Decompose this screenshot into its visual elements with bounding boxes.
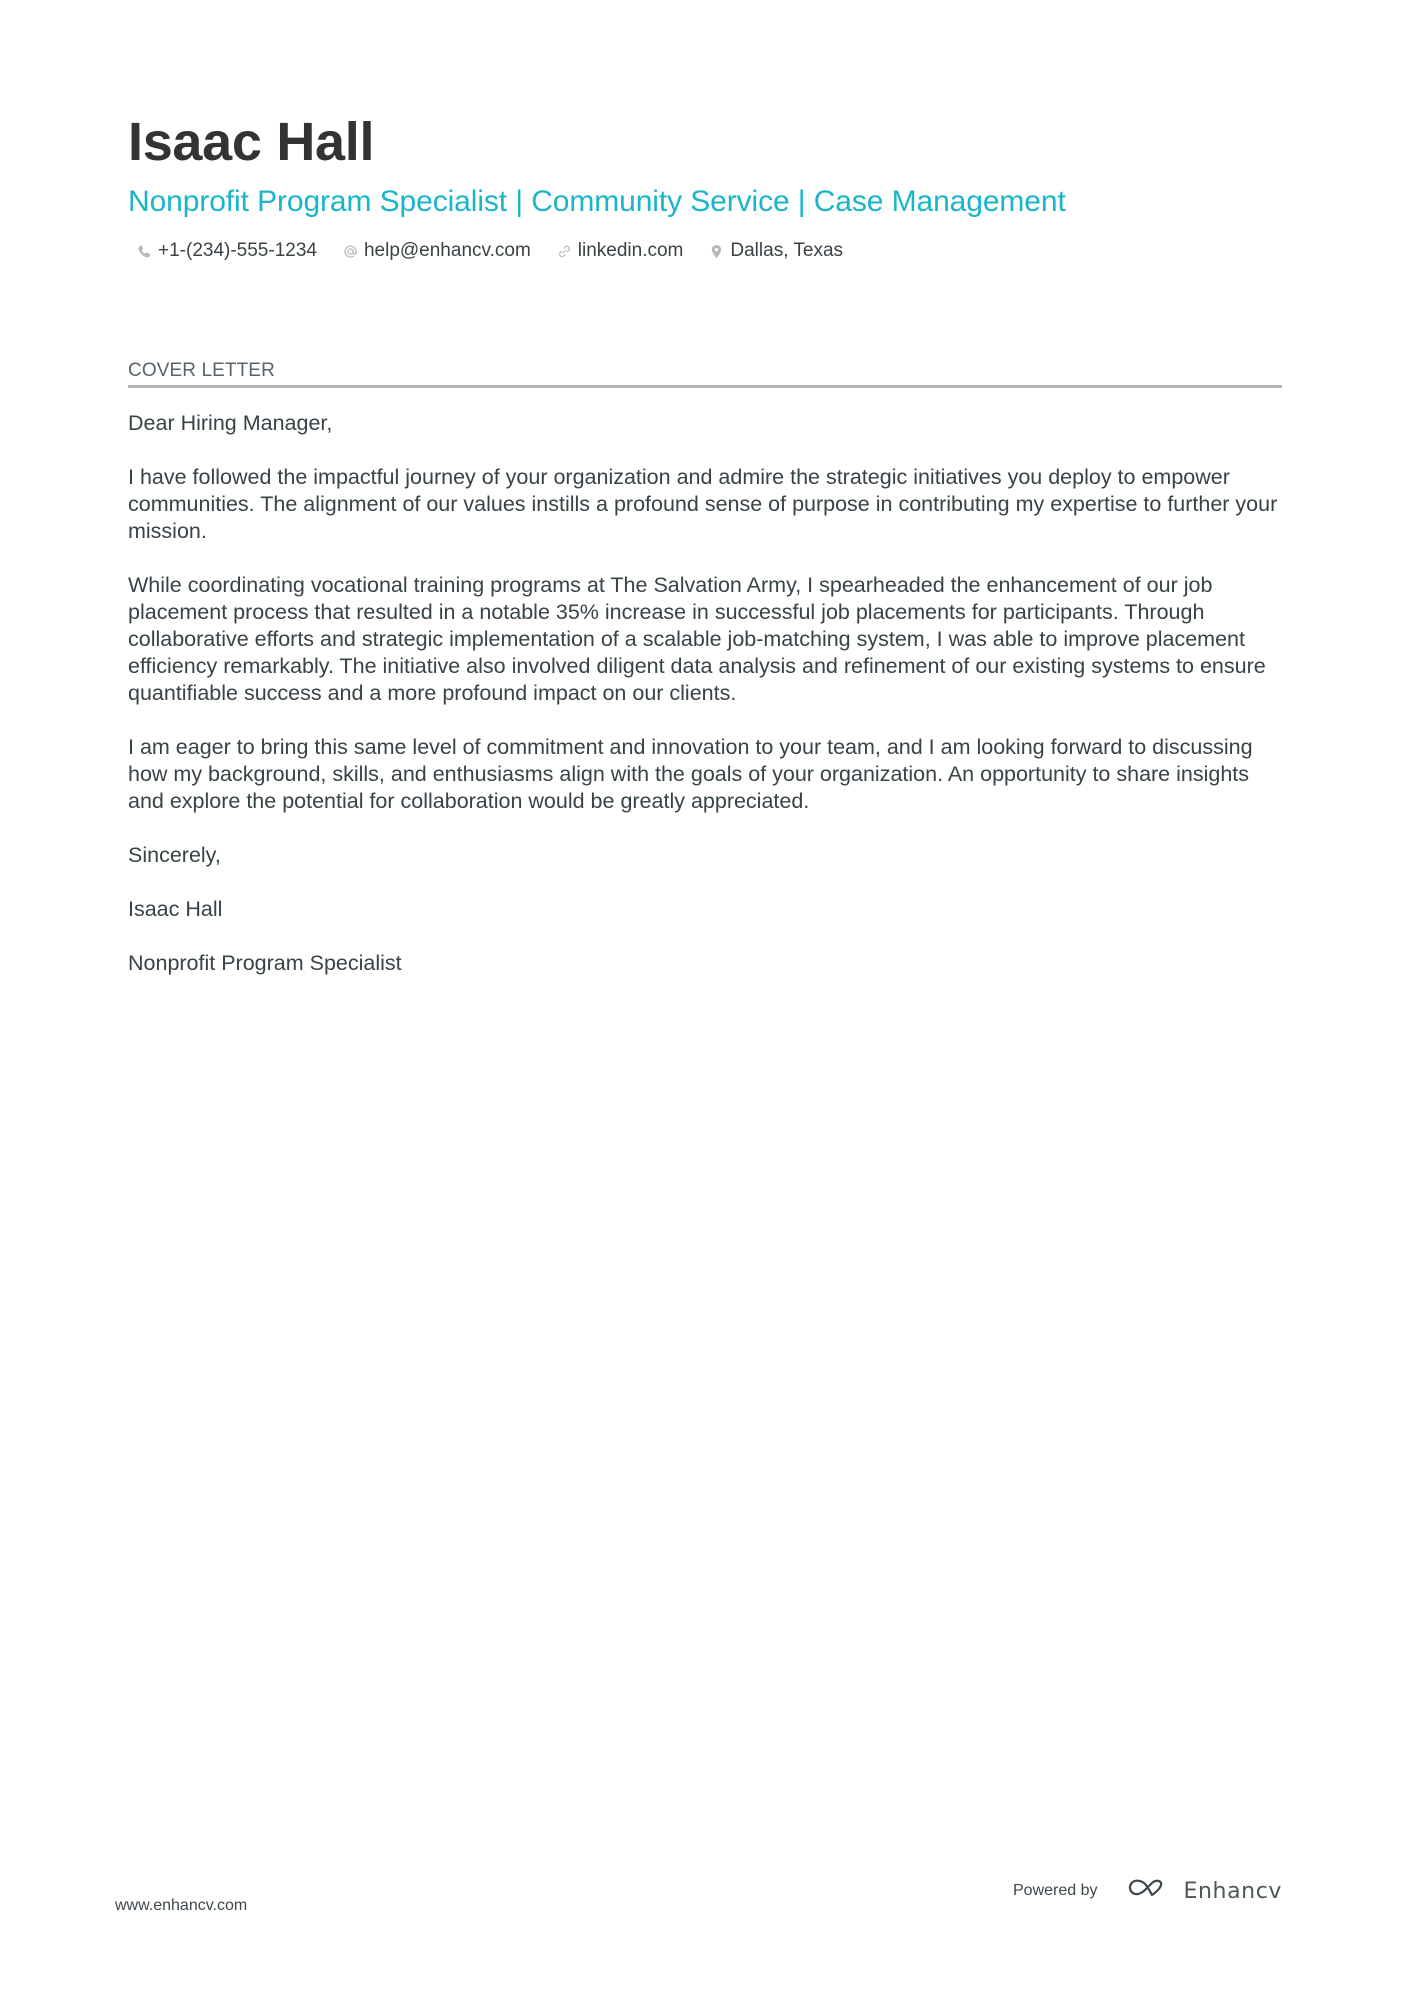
contact-email[interactable] xyxy=(343,239,531,263)
letter-paragraph: While coordinating vocational training programs at The Salvation Army, I spearheaded the enhancement of our job placement process that resulted in a notable 35% increase in successful job placements for participants. Through collaborative efforts and strategic implementation of a scalable job-matching system, I was able to improve placement efficiency remarkably. The initiative also involved diligent data analysis and refinement of our existing systems to ensure quantifiable success and a more profound impact on our clients. xyxy=(128,573,1266,705)
link-icon xyxy=(557,243,572,259)
email-value: help@enhancv.com xyxy=(363,240,531,261)
cover-letter-section xyxy=(128,360,1282,1004)
section-title: COVER LETTER xyxy=(128,360,275,381)
location-pin-icon xyxy=(709,243,724,259)
letter-paragraph: I have followed the impactful journey of your organization and admire the strategic initiatives you deploy to empower communities. The alignment of our values instills a profound sense of purpose in contributing my expertise to further your mission. xyxy=(128,465,1278,543)
section-divider xyxy=(128,385,1282,388)
letter-greeting: Dear Hiring Manager, xyxy=(128,411,333,435)
contact-linkedin[interactable] xyxy=(557,239,684,263)
header xyxy=(128,112,1282,263)
contact-row xyxy=(128,239,1282,263)
location-value: Dallas, Texas xyxy=(730,240,844,261)
candidate-title: Nonprofit Program Specialist | Community Service | Case Management xyxy=(128,185,1066,218)
footer-branding xyxy=(1013,1876,1282,1906)
letter-paragraph: I am eager to bring this same level of commitment and innovation to your team, and I am looking forward to discussing how my background, skills, and enthusiasms align with the goals of your organization. An opportunity to share insights and explore the potential for collaboration would be greatly appreciated. xyxy=(128,735,1253,813)
at-icon xyxy=(343,243,358,259)
phone-icon xyxy=(137,243,152,259)
powered-by-label: Powered by xyxy=(1013,1882,1098,1899)
letter-body xyxy=(128,410,1288,977)
signature-title: Nonprofit Program Specialist xyxy=(128,951,402,975)
signature-name: Isaac Hall xyxy=(128,897,223,921)
phone-value: +1-(234)-555-1234 xyxy=(158,240,317,261)
contact-phone[interactable] xyxy=(137,239,317,263)
footer-website-link[interactable]: www.enhancv.com xyxy=(115,1897,248,1914)
contact-location xyxy=(709,239,843,263)
linkedin-value: linkedin.com xyxy=(577,240,684,261)
enhancv-logo-text: Enhancv xyxy=(1183,1878,1283,1904)
letter-closing: Sincerely, xyxy=(128,843,221,867)
enhancv-logo-icon xyxy=(1126,1876,1184,1907)
candidate-name: Isaac Hall xyxy=(128,112,375,172)
